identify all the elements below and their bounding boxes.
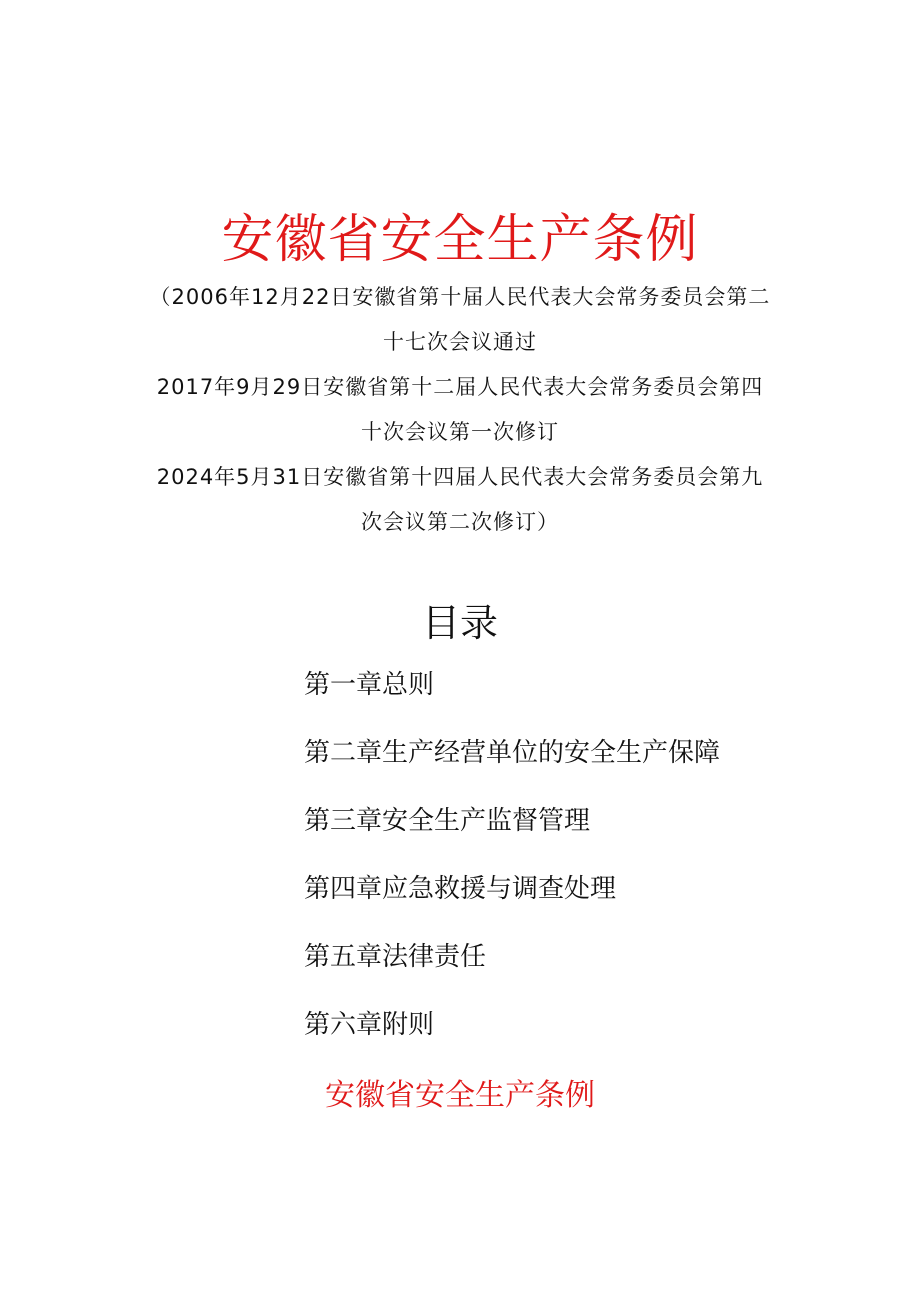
- toc-item-chapter-6[interactable]: 第六章附则: [304, 1010, 435, 1040]
- toc-item-chapter-5[interactable]: 第五章法律责任: [304, 942, 487, 972]
- legislative-history: [0, 275, 920, 545]
- history-line: 次会议第二次修订）: [361, 510, 559, 534]
- section-title: 安徽省安全生产条例: [325, 1078, 595, 1113]
- toc-item-chapter-2[interactable]: 第二章生产经营单位的安全生产保障: [304, 738, 721, 768]
- toc-item-chapter-1[interactable]: 第一章总则: [304, 670, 435, 700]
- history-line: （2006年12月22日安徽省第十届人民代表大会常务委员会第二: [149, 285, 771, 309]
- history-line: 2024年5月31日安徽省第十四届人民代表大会常务委员会第九: [156, 465, 764, 489]
- table-of-contents: [304, 660, 720, 1068]
- toc-item-chapter-3[interactable]: 第三章安全生产监督管理: [304, 806, 591, 836]
- toc-item-chapter-4[interactable]: 第四章应急救援与调查处理: [304, 874, 617, 904]
- document-title: 安徽省安全生产条例: [221, 209, 699, 270]
- history-line: 2017年9月29日安徽省第十二届人民代表大会常务委员会第四: [156, 375, 764, 399]
- history-line: 十七次会议通过: [383, 330, 537, 354]
- toc-heading: 目录: [421, 601, 498, 645]
- history-line: 十次会议第一次修订: [361, 420, 559, 444]
